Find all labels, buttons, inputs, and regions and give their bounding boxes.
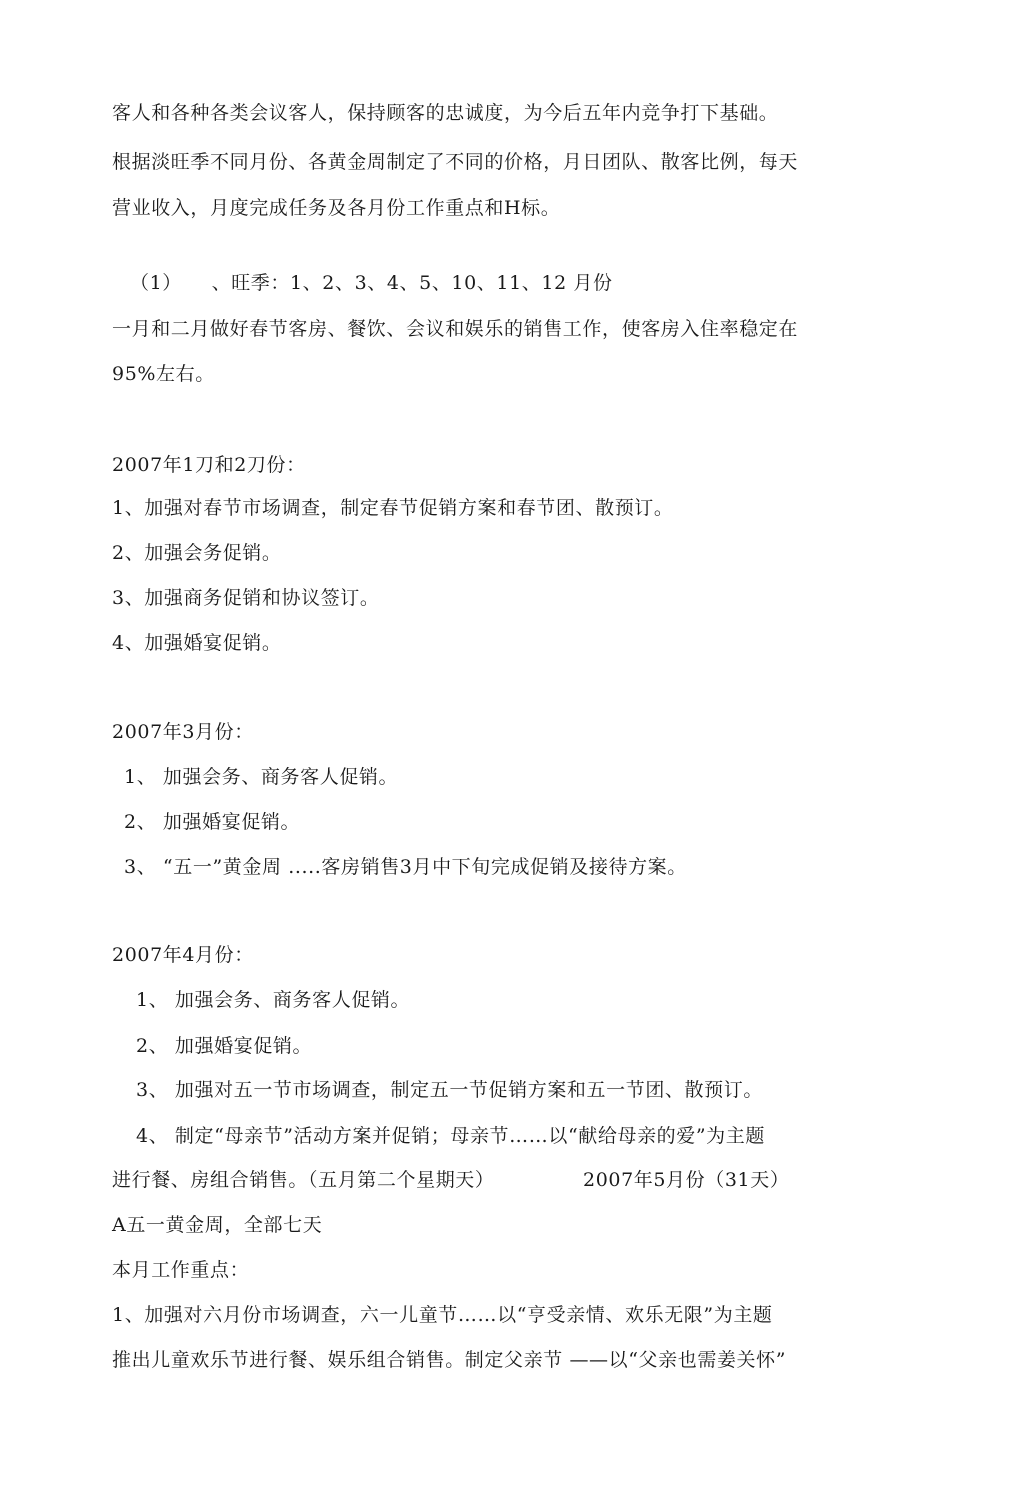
text-line: 95%左右。	[112, 363, 215, 385]
list-item: 3、加强商务促销和协议签订。	[112, 587, 380, 609]
text-line: 推出儿童欢乐节进行餐、娱乐组合销售。制定父亲节 ——以“父亲也需姜关怀”	[112, 1349, 787, 1371]
text-line: 客人和各种各类会议客人，保持顾客的忠诚度，为今后五年内竞争打下基础。	[112, 102, 779, 124]
list-item: 3、 加强对五一节市场调查，制定五一节促销方案和五一节团、散预订。	[136, 1079, 763, 1101]
list-item: 4、加强婚宴促销。	[112, 632, 282, 654]
list-item: 4、 制定“母亲节”活动方案并促销；母亲节……以“献给母亲的爱”为主题	[136, 1125, 765, 1147]
month-heading: 2007年4月份：	[112, 944, 254, 966]
text-line: A五一黄金周，全部七天	[112, 1214, 323, 1236]
text-line: 进行餐、房组合销售。（五月第二个星期天） 2007年5月份（31天）	[112, 1169, 790, 1191]
list-item: 1、 加强会务、商务客人促销。	[124, 766, 399, 788]
text-line: 本月工作重点：	[112, 1259, 250, 1281]
text-line: 根据淡旺季不同月份、各黄金周制定了不同的价格，月日团队、散客比例，每天	[112, 151, 799, 173]
list-item: 1、 加强会务、商务客人促销。	[136, 989, 411, 1011]
text-line: 营业收入，月度完成任务及各月份工作重点和H标。	[112, 197, 561, 219]
list-item: 1、加强对六月份市场调查，六一儿童节……以“亨受亲情、欢乐无限”为主题	[112, 1304, 773, 1326]
list-item: 2、 加强婚宴促销。	[124, 811, 301, 833]
text-line: 一月和二月做好春节客房、餐饮、会议和娱乐的销售工作，使客房入住率稳定在	[112, 318, 799, 340]
list-item: 2、 加强婚宴促销。	[136, 1035, 313, 1057]
list-item: 2、加强会务促销。	[112, 542, 282, 564]
section-heading: （1） 、旺季：1、2、3、4、5、10、11、12 月份	[130, 272, 613, 294]
month-heading: 2007年1刀和2刀份：	[112, 454, 306, 476]
list-item: 1、加强对春节市场调查，制定春节促销方案和春节团、散预订。	[112, 497, 674, 519]
month-heading: 2007年3月份：	[112, 721, 254, 743]
list-item: 3、 “五一”黄金周 .....客房销售3月中下旬完成促销及接待方案。	[124, 856, 687, 878]
